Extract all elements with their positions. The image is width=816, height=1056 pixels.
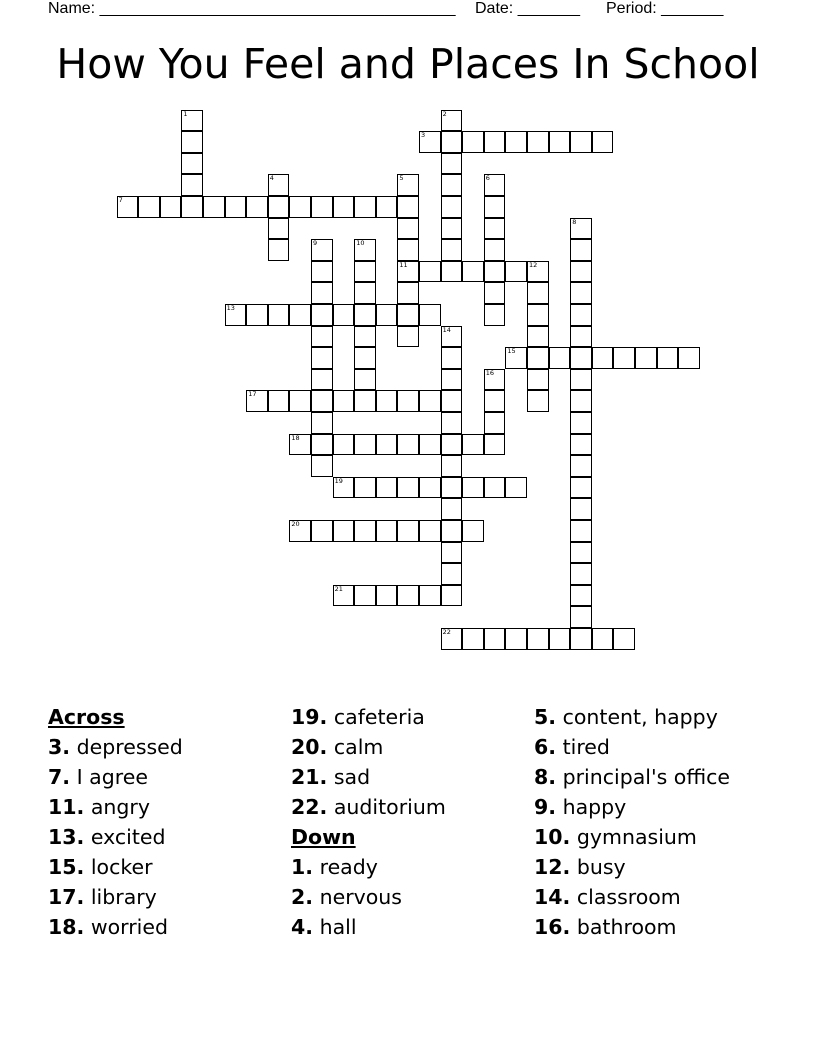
clue-number: 7 bbox=[118, 196, 123, 204]
grid-cell[interactable] bbox=[484, 282, 506, 304]
grid-cell[interactable] bbox=[354, 585, 376, 607]
grid-cell[interactable] bbox=[311, 261, 333, 283]
grid-cell[interactable] bbox=[246, 304, 268, 326]
grid-cell[interactable] bbox=[354, 196, 376, 218]
grid-cell[interactable] bbox=[203, 196, 225, 218]
clue-down-1: 1. ready bbox=[291, 855, 378, 879]
grid-cell[interactable] bbox=[376, 520, 398, 542]
grid-cell[interactable] bbox=[592, 628, 614, 650]
grid-cell[interactable] bbox=[527, 390, 549, 412]
grid-cell[interactable] bbox=[181, 174, 203, 196]
grid-cell[interactable] bbox=[441, 239, 463, 261]
grid-cell[interactable] bbox=[268, 196, 290, 218]
grid-cell[interactable] bbox=[441, 585, 463, 607]
grid-cell[interactable] bbox=[527, 304, 549, 326]
grid-cell[interactable] bbox=[181, 131, 203, 153]
grid-cell[interactable] bbox=[333, 304, 355, 326]
grid-cell[interactable] bbox=[570, 347, 592, 369]
grid-cell[interactable] bbox=[484, 390, 506, 412]
grid-cell[interactable] bbox=[354, 347, 376, 369]
grid-cell[interactable] bbox=[419, 261, 441, 283]
grid-cell[interactable] bbox=[570, 261, 592, 283]
clue-number: 5 bbox=[399, 174, 404, 183]
grid-cell[interactable] bbox=[527, 628, 549, 650]
grid-cell[interactable] bbox=[397, 218, 419, 240]
grid-cell[interactable] bbox=[441, 261, 463, 283]
clue-number: 10 bbox=[356, 239, 365, 248]
grid-cell[interactable] bbox=[311, 455, 333, 477]
grid-cell[interactable] bbox=[225, 304, 247, 326]
grid-cell[interactable] bbox=[441, 131, 463, 153]
grid-cell[interactable] bbox=[484, 628, 506, 650]
grid-cell[interactable] bbox=[311, 304, 333, 326]
grid-cell[interactable] bbox=[397, 520, 419, 542]
clue-number: 11 bbox=[399, 260, 408, 269]
grid-cell[interactable] bbox=[613, 628, 635, 650]
grid-cell[interactable] bbox=[289, 304, 311, 326]
grid-cell[interactable] bbox=[333, 196, 355, 218]
grid-cell[interactable] bbox=[570, 326, 592, 348]
grid-cell[interactable] bbox=[311, 390, 333, 412]
grid-cell[interactable] bbox=[570, 477, 592, 499]
grid-cell[interactable] bbox=[505, 477, 527, 499]
grid-cell[interactable] bbox=[354, 282, 376, 304]
grid-cell[interactable] bbox=[570, 304, 592, 326]
grid-cell[interactable] bbox=[549, 628, 571, 650]
clue-number: 6 bbox=[485, 174, 490, 183]
grid-cell[interactable] bbox=[570, 239, 592, 261]
clue-down-16: 16. bathroom bbox=[534, 915, 677, 939]
grid-cell[interactable] bbox=[462, 434, 484, 456]
grid-cell[interactable] bbox=[419, 131, 441, 153]
grid-cell[interactable] bbox=[117, 196, 139, 218]
clue-down-4: 4. hall bbox=[291, 915, 357, 939]
grid-cell[interactable] bbox=[397, 477, 419, 499]
grid-cell[interactable] bbox=[484, 477, 506, 499]
grid-cell[interactable] bbox=[441, 390, 463, 412]
puzzle-title: How You Feel and Places In School bbox=[56, 40, 760, 88]
grid-cell[interactable] bbox=[570, 218, 592, 240]
grid-cell[interactable] bbox=[570, 390, 592, 412]
grid-cell[interactable] bbox=[311, 282, 333, 304]
grid-cell[interactable] bbox=[441, 477, 463, 499]
down-heading: Down bbox=[291, 825, 356, 849]
grid-cell[interactable] bbox=[268, 239, 290, 261]
grid-cell[interactable] bbox=[268, 218, 290, 240]
grid-cell[interactable] bbox=[484, 239, 506, 261]
grid-cell[interactable] bbox=[657, 347, 679, 369]
grid-cell[interactable] bbox=[268, 390, 290, 412]
grid-cell[interactable] bbox=[289, 434, 311, 456]
grid-cell[interactable] bbox=[354, 369, 376, 391]
grid-cell[interactable] bbox=[354, 304, 376, 326]
grid-cell[interactable] bbox=[376, 585, 398, 607]
grid-cell[interactable] bbox=[527, 131, 549, 153]
grid-cell[interactable] bbox=[441, 369, 463, 391]
clue-down-5: 5. content, happy bbox=[534, 705, 718, 729]
grid-cell[interactable] bbox=[397, 282, 419, 304]
grid-cell[interactable] bbox=[462, 628, 484, 650]
clue-down-10: 10. gymnasium bbox=[534, 825, 697, 849]
clue-down-6: 6. tired bbox=[534, 735, 610, 759]
clue-across-13: 13. excited bbox=[48, 825, 166, 849]
grid-cell[interactable] bbox=[333, 434, 355, 456]
grid-cell[interactable] bbox=[462, 477, 484, 499]
grid-cell[interactable] bbox=[570, 455, 592, 477]
grid-cell[interactable] bbox=[441, 498, 463, 520]
grid-cell[interactable] bbox=[441, 455, 463, 477]
grid-cell[interactable] bbox=[441, 196, 463, 218]
clue-number: 2 bbox=[442, 109, 447, 118]
clue-across-3: 3. depressed bbox=[48, 735, 183, 759]
grid-cell[interactable] bbox=[441, 153, 463, 175]
grid-cell[interactable] bbox=[570, 131, 592, 153]
grid-cell[interactable] bbox=[376, 196, 398, 218]
clue-across-17: 17. library bbox=[48, 885, 157, 909]
grid-cell[interactable] bbox=[376, 434, 398, 456]
clue-across-7: 7. I agree bbox=[48, 765, 148, 789]
clue-number: 17 bbox=[248, 390, 257, 399]
grid-cell[interactable] bbox=[419, 477, 441, 499]
clue-across-19: 19. cafeteria bbox=[291, 705, 425, 729]
grid-cell[interactable] bbox=[441, 218, 463, 240]
grid-cell[interactable] bbox=[484, 131, 506, 153]
grid-cell[interactable] bbox=[419, 585, 441, 607]
grid-cell[interactable] bbox=[246, 196, 268, 218]
grid-cell[interactable] bbox=[570, 282, 592, 304]
grid-cell[interactable] bbox=[441, 434, 463, 456]
grid-cell[interactable] bbox=[376, 390, 398, 412]
grid-cell[interactable] bbox=[354, 477, 376, 499]
grid-cell[interactable] bbox=[505, 628, 527, 650]
grid-cell[interactable] bbox=[419, 304, 441, 326]
grid-cell[interactable] bbox=[397, 326, 419, 348]
grid-cell[interactable] bbox=[441, 563, 463, 585]
grid-cell[interactable] bbox=[376, 304, 398, 326]
clue-number: 16 bbox=[485, 368, 495, 377]
grid-cell[interactable] bbox=[289, 520, 311, 542]
grid-cell[interactable] bbox=[484, 434, 506, 456]
grid-cell[interactable] bbox=[397, 196, 419, 218]
grid-cell[interactable] bbox=[570, 606, 592, 628]
grid-cell[interactable] bbox=[570, 412, 592, 434]
grid-cell[interactable] bbox=[484, 304, 506, 326]
clue-across-21: 21. sad bbox=[291, 765, 371, 789]
clue-number: 15 bbox=[507, 347, 516, 356]
grid-cell[interactable] bbox=[441, 110, 463, 132]
clue-number: 14 bbox=[442, 325, 451, 334]
clue-number: 8 bbox=[572, 217, 577, 226]
grid-cell[interactable] bbox=[570, 628, 592, 650]
clue-across-22: 22. auditorium bbox=[291, 795, 446, 819]
grid-cell[interactable] bbox=[484, 412, 506, 434]
grid-cell[interactable] bbox=[527, 326, 549, 348]
clue-down-2: 2. nervous bbox=[291, 885, 402, 909]
grid-cell[interactable] bbox=[333, 390, 355, 412]
grid-cell[interactable] bbox=[484, 174, 506, 196]
grid-cell[interactable] bbox=[268, 174, 290, 196]
clue-down-9: 9. happy bbox=[534, 795, 627, 819]
clue-down-12: 12. busy bbox=[534, 855, 626, 879]
grid-cell[interactable] bbox=[311, 412, 333, 434]
grid-cell[interactable] bbox=[397, 304, 419, 326]
grid-cell[interactable] bbox=[570, 434, 592, 456]
grid-cell[interactable] bbox=[505, 131, 527, 153]
grid-cell[interactable] bbox=[397, 261, 419, 283]
clue-number: 22 bbox=[442, 628, 451, 636]
name-field-label[interactable]: Name: ________________________________________ bbox=[48, 0, 456, 17]
across-heading: Across bbox=[48, 705, 125, 729]
grid-cell[interactable] bbox=[181, 110, 203, 132]
clue-number: 20 bbox=[291, 520, 300, 528]
clue-number: 18 bbox=[291, 433, 300, 442]
grid-cell[interactable] bbox=[376, 477, 398, 499]
grid-cell[interactable] bbox=[333, 477, 355, 499]
grid-cell[interactable] bbox=[333, 585, 355, 607]
grid-cell[interactable] bbox=[225, 196, 247, 218]
grid-cell[interactable] bbox=[441, 542, 463, 564]
grid-cell[interactable] bbox=[613, 347, 635, 369]
grid-cell[interactable] bbox=[484, 261, 506, 283]
grid-cell[interactable] bbox=[592, 347, 614, 369]
grid-cell[interactable] bbox=[311, 369, 333, 391]
clue-number: 13 bbox=[226, 304, 235, 312]
grid-cell[interactable] bbox=[592, 131, 614, 153]
grid-cell[interactable] bbox=[484, 369, 506, 391]
grid-cell[interactable] bbox=[678, 347, 700, 369]
grid-cell[interactable] bbox=[441, 347, 463, 369]
clue-number: 9 bbox=[313, 239, 318, 248]
grid-cell[interactable] bbox=[397, 434, 419, 456]
grid-cell[interactable] bbox=[570, 498, 592, 520]
grid-cell[interactable] bbox=[181, 196, 203, 218]
clue-number: 19 bbox=[334, 476, 343, 485]
grid-cell[interactable] bbox=[635, 347, 657, 369]
clue-number: 1 bbox=[183, 109, 188, 118]
grid-cell[interactable] bbox=[484, 196, 506, 218]
grid-cell[interactable] bbox=[268, 304, 290, 326]
grid-cell[interactable] bbox=[462, 131, 484, 153]
grid-cell[interactable] bbox=[311, 520, 333, 542]
grid-cell[interactable] bbox=[570, 585, 592, 607]
clue-across-11: 11. angry bbox=[48, 795, 150, 819]
grid-cell[interactable] bbox=[311, 347, 333, 369]
grid-cell[interactable] bbox=[311, 239, 333, 261]
grid-cell[interactable] bbox=[527, 347, 549, 369]
grid-cell[interactable] bbox=[354, 239, 376, 261]
grid-cell[interactable] bbox=[441, 412, 463, 434]
clue-number: 3 bbox=[421, 131, 426, 140]
grid-cell[interactable] bbox=[441, 174, 463, 196]
grid-cell[interactable] bbox=[419, 434, 441, 456]
grid-cell[interactable] bbox=[397, 239, 419, 261]
period-field-label[interactable]: Period: _______ bbox=[606, 0, 724, 17]
grid-cell[interactable] bbox=[441, 326, 463, 348]
grid-cell[interactable] bbox=[354, 390, 376, 412]
clue-down-14: 14. classroom bbox=[534, 885, 681, 909]
grid-cell[interactable] bbox=[484, 218, 506, 240]
clue-column-3 bbox=[534, 702, 730, 942]
clue-number: 4 bbox=[269, 174, 274, 183]
grid-cell[interactable] bbox=[397, 390, 419, 412]
grid-cell[interactable] bbox=[354, 326, 376, 348]
clue-across-18: 18. worried bbox=[48, 915, 168, 939]
grid-cell[interactable] bbox=[138, 196, 160, 218]
grid-cell[interactable] bbox=[462, 520, 484, 542]
grid-cell[interactable] bbox=[160, 196, 182, 218]
grid-cell[interactable] bbox=[397, 585, 419, 607]
grid-cell[interactable] bbox=[527, 369, 549, 391]
grid-cell[interactable] bbox=[354, 520, 376, 542]
clue-down-8: 8. principal's office bbox=[534, 765, 731, 789]
clue-column-2 bbox=[291, 702, 446, 942]
grid-cell[interactable] bbox=[570, 369, 592, 391]
grid-cell[interactable] bbox=[527, 261, 549, 283]
grid-cell[interactable] bbox=[181, 153, 203, 175]
grid-cell[interactable] bbox=[570, 520, 592, 542]
grid-cell[interactable] bbox=[441, 520, 463, 542]
grid-cell[interactable] bbox=[570, 563, 592, 585]
grid-cell[interactable] bbox=[333, 520, 355, 542]
grid-cell[interactable] bbox=[527, 282, 549, 304]
grid-cell[interactable] bbox=[289, 196, 311, 218]
grid-cell[interactable] bbox=[354, 434, 376, 456]
grid-cell[interactable] bbox=[419, 520, 441, 542]
grid-cell[interactable] bbox=[311, 434, 333, 456]
clue-across-20: 20. calm bbox=[291, 735, 384, 759]
grid-cell[interactable] bbox=[441, 628, 463, 650]
grid-cell[interactable] bbox=[419, 390, 441, 412]
grid-cell[interactable] bbox=[397, 174, 419, 196]
grid-cell[interactable] bbox=[246, 390, 268, 412]
clue-column-1 bbox=[48, 702, 183, 942]
grid-cell[interactable] bbox=[505, 261, 527, 283]
grid-cell[interactable] bbox=[549, 347, 571, 369]
grid-cell[interactable] bbox=[505, 347, 527, 369]
grid-cell[interactable] bbox=[311, 196, 333, 218]
grid-cell[interactable] bbox=[289, 390, 311, 412]
clue-number: 21 bbox=[334, 584, 343, 593]
grid-cell[interactable] bbox=[354, 261, 376, 283]
grid-cell[interactable] bbox=[549, 131, 571, 153]
grid-cell[interactable] bbox=[311, 326, 333, 348]
date-field-label[interactable]: Date: _______ bbox=[475, 0, 580, 17]
clue-number: 12 bbox=[529, 260, 538, 269]
grid-cell[interactable] bbox=[570, 542, 592, 564]
grid-cell[interactable] bbox=[462, 261, 484, 283]
clue-across-15: 15. locker bbox=[48, 855, 153, 879]
